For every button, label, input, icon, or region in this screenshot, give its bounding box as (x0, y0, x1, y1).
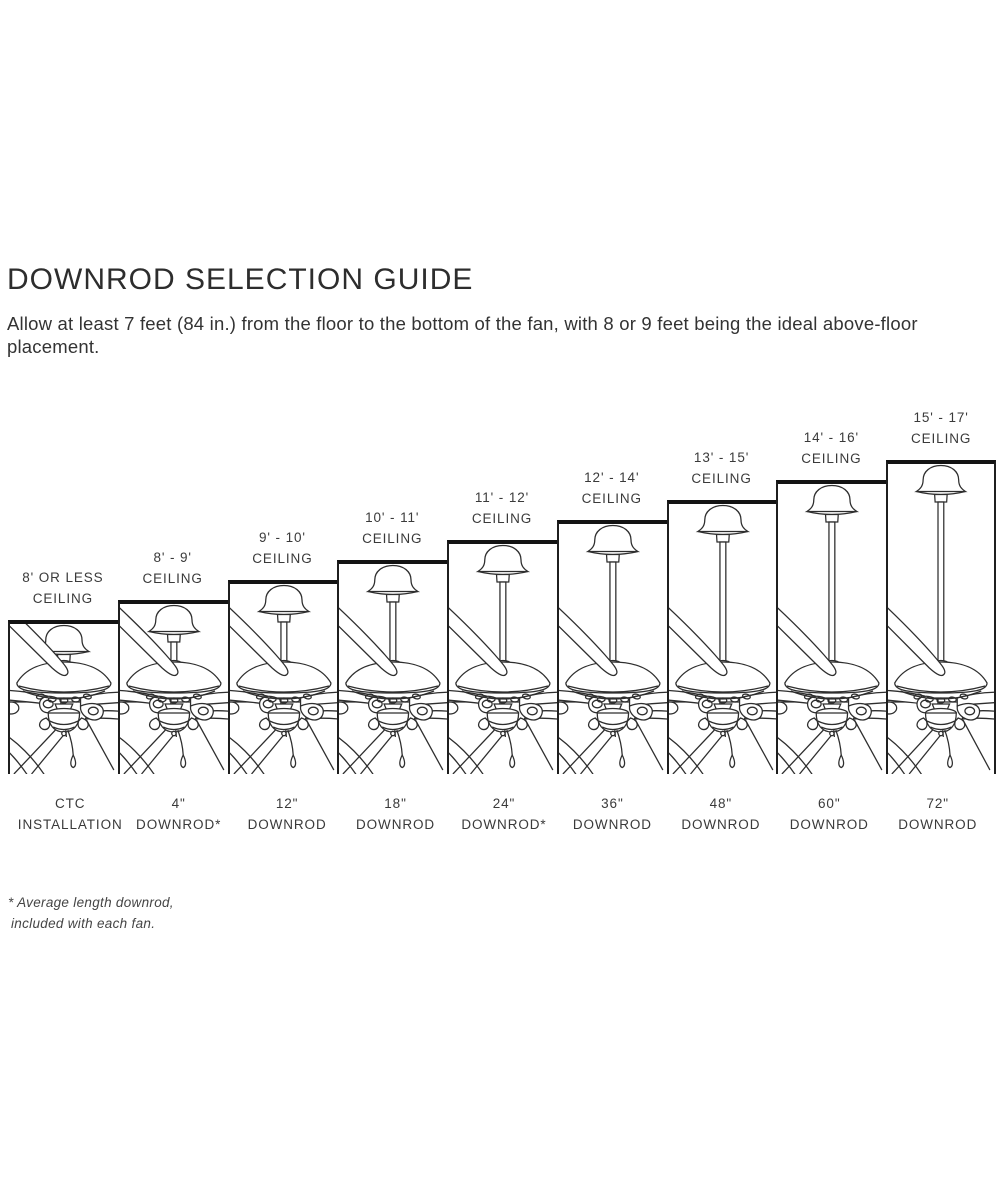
downrod-word-label: DOWNROD (572, 817, 652, 833)
downrod-word-label: DOWNROD (681, 817, 761, 833)
downrod-size-label: 72" (926, 796, 949, 812)
fan-column (886, 402, 996, 774)
downrod-size-label: 48" (709, 796, 733, 812)
ceiling-fan-illustration (559, 524, 667, 774)
ceiling-word-label: CEILING (910, 431, 972, 447)
downrod-word-label: DOWNROD (356, 817, 436, 833)
fan-column (337, 402, 447, 774)
ceiling-range-label: 12' - 14' (584, 470, 640, 486)
downrod-word-label: DOWNROD (789, 817, 869, 833)
ceiling-fan-illustration (230, 584, 338, 774)
ceiling-height-box (447, 540, 557, 774)
fan-column (557, 402, 667, 774)
ceiling-height-box (886, 460, 996, 774)
downrod-label (884, 794, 992, 836)
ceiling-word-label: CEILING (32, 591, 94, 607)
downrod-size-label: 18" (384, 796, 407, 812)
fan-column (228, 402, 338, 774)
ceiling-fan-illustration (449, 544, 557, 774)
ceiling-fan-illustration (120, 604, 228, 774)
ceiling-word-label: CEILING (691, 471, 752, 487)
ceiling-fan-illustration (339, 564, 447, 774)
ceiling-word-label: CEILING (252, 551, 313, 567)
downrod-label (341, 794, 449, 836)
downrod-label (558, 794, 666, 836)
ceiling-word-label: CEILING (471, 511, 533, 527)
downrod-label (233, 794, 341, 836)
ceiling-label (872, 408, 1000, 450)
downrod-label (16, 794, 124, 836)
downrod-word-label: DOWNROD* (136, 817, 222, 833)
ceiling-height-box (118, 600, 228, 774)
ceiling-height-box (776, 480, 886, 774)
ceiling-range-label: 10' - 11' (365, 510, 420, 526)
ceiling-word-label: CEILING (801, 451, 862, 467)
fan-column (776, 402, 886, 774)
footnote-line2: included with each fan. (11, 915, 156, 931)
ceiling-fan-illustration (778, 484, 886, 774)
ceiling-range-label: 15' - 17' (913, 410, 969, 426)
ceiling-word-label: CEILING (581, 491, 642, 507)
ceiling-height-box (228, 580, 338, 774)
ceiling-range-label: 8' - 9' (153, 550, 192, 566)
fan-column (667, 402, 777, 774)
ceiling-range-label: 13' - 15' (693, 450, 750, 466)
ceiling-fan-illustration (669, 504, 777, 774)
ceiling-range-label: 11' - 12' (474, 490, 530, 506)
ceiling-fan-illustration (10, 624, 118, 774)
downrod-word-label: DOWNROD (898, 817, 978, 833)
downrod-diagram (8, 402, 996, 836)
ceiling-columns (8, 402, 996, 774)
downrod-size-label: CTC (54, 796, 86, 812)
footnote-line1: * Average length downrod, (8, 894, 174, 910)
page-title: DOWNROD SELECTION GUIDE (7, 263, 474, 296)
downrod-word-label: DOWNROD (247, 817, 327, 833)
downrod-size-label: 24" (492, 796, 516, 812)
ceiling-word-label: CEILING (362, 531, 423, 547)
ceiling-height-box (337, 560, 447, 774)
downrod-label (450, 794, 558, 836)
ceiling-height-box (667, 500, 777, 774)
downrod-label (667, 794, 775, 836)
downrod-label (775, 794, 883, 836)
ceiling-word-label: CEILING (142, 571, 203, 587)
ceiling-range-label: 9' - 10' (259, 530, 306, 546)
footnote (8, 893, 1000, 935)
downrod-size-label: 60" (818, 796, 841, 812)
fan-column (118, 402, 228, 774)
ceiling-height-box (557, 520, 667, 774)
downrod-size-label: 36" (601, 796, 624, 812)
ceiling-range-label: 14' - 16' (803, 430, 859, 446)
fan-column (8, 402, 118, 774)
downrod-size-label: 4" (171, 796, 186, 812)
downrod-labels-row (16, 794, 992, 836)
ceiling-height-box (8, 620, 118, 774)
ceiling-range-label: 8' OR LESS (22, 570, 104, 586)
downrod-label (124, 794, 232, 836)
downrod-size-label: 12" (275, 796, 299, 812)
fan-column (447, 402, 557, 774)
downrod-word-label: DOWNROD* (461, 817, 547, 833)
intro-text: Allow at least 7 feet (84 in.) from the floor to the bottom of the fan, with 8 or 9 feet being the ideal above-floor placement. (7, 313, 918, 357)
ceiling-fan-illustration (888, 464, 994, 774)
downrod-word-label: INSTALLATION (17, 817, 123, 833)
downrod-selection-guide-page (0, 263, 1000, 1200)
